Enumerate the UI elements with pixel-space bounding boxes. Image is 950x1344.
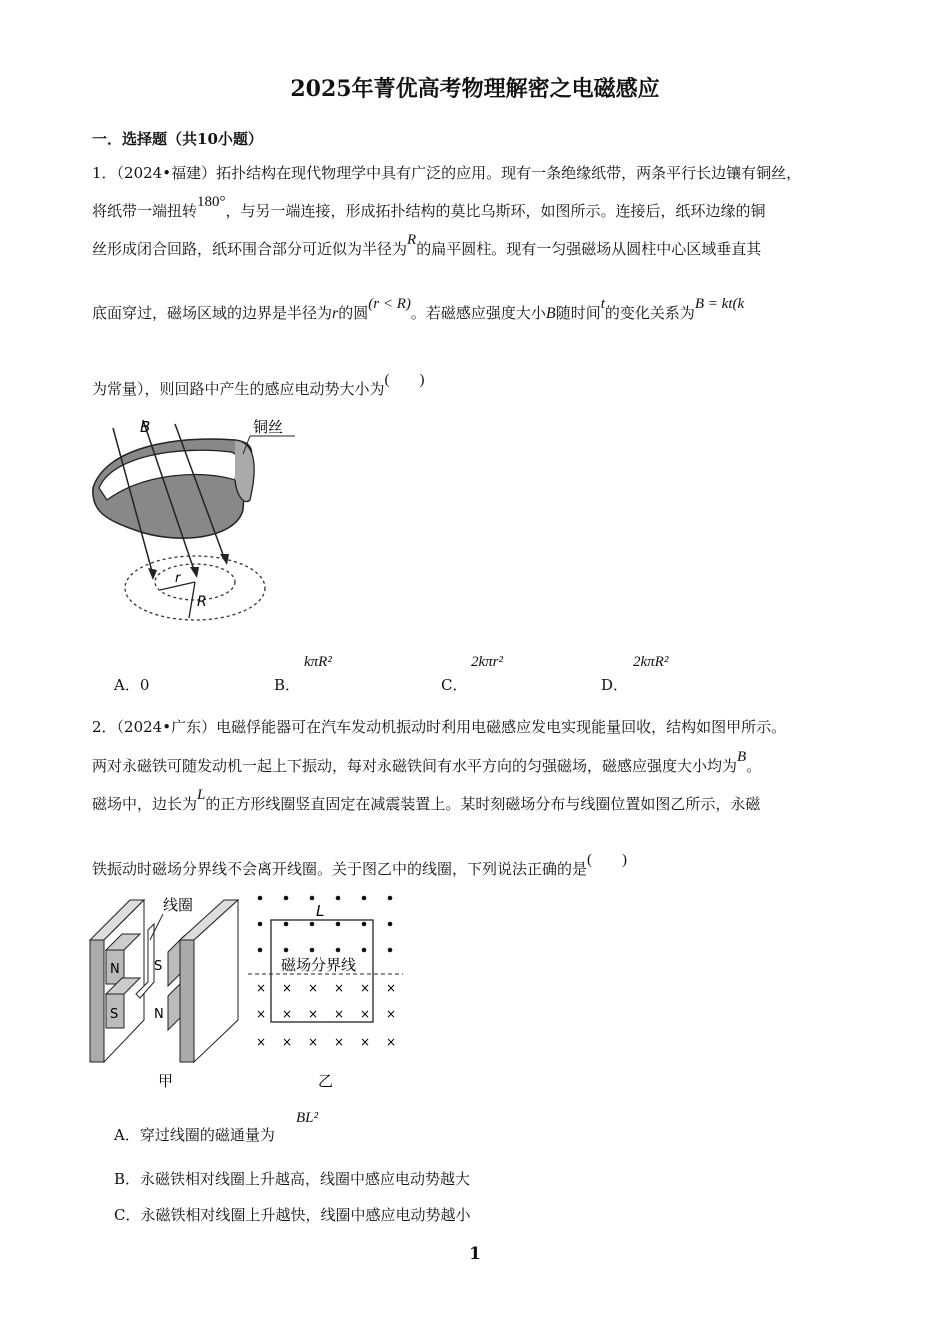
q1-line-2: 将纸带一端扭转180°，与另一端连接，形成拓扑结构的莫比乌斯环，如图所示。连接后，纸环边缘的铜 xyxy=(92,194,766,220)
label-S-left: S xyxy=(110,1007,119,1022)
q1-math-180: 180° xyxy=(197,194,226,210)
label-yi: 乙 xyxy=(318,1072,334,1090)
field-cross: × xyxy=(360,1007,371,1021)
q1-math-R: R xyxy=(407,232,417,248)
field-cross: × xyxy=(334,1007,345,1021)
q1-option-b-value: kπR² xyxy=(304,654,332,670)
field-dot xyxy=(284,896,289,901)
label-B: B xyxy=(140,418,151,436)
q2-option-a[interactable]: A．穿过线圈的磁通量为 xyxy=(114,1126,275,1144)
q1-option-d-value: 2kπR² xyxy=(633,654,669,670)
q1-option-c[interactable]: C． xyxy=(441,676,468,694)
page-title: 2025年菁优高考物理解密之电磁感应 xyxy=(290,76,660,102)
field-arrow-3 xyxy=(220,554,229,565)
field-dot xyxy=(388,922,393,927)
field-dot xyxy=(388,948,393,953)
q1-line-1: 1．（2024•福建）拓扑结构在现代物理学中具有广泛的应用。现有一条绝缘纸带，两条平行长边镶有铜丝， xyxy=(92,164,802,182)
field-cross: × xyxy=(282,1007,293,1021)
dots-field-out xyxy=(258,896,393,953)
field-dot xyxy=(362,922,367,927)
q2-option-c[interactable]: C．永磁铁相对线圈上升越快，线圈中感应电动势越小 xyxy=(114,1206,471,1224)
field-cross: × xyxy=(256,1007,267,1021)
label-R: R xyxy=(197,594,207,610)
mobius-ring-figure xyxy=(85,410,315,625)
outer-dashed-circle xyxy=(125,556,265,620)
field-dot xyxy=(362,948,367,953)
q1-line-4: 底面穿过，磁场区域的边界是半径为r的圆(r < R)。若磁感应强度大小B随时间t的变化关系为B = kt(k xyxy=(92,296,745,322)
field-cross: × xyxy=(308,1035,319,1049)
field-dot xyxy=(310,896,315,901)
q1-option-b[interactable]: B． xyxy=(274,676,301,694)
field-cross: × xyxy=(360,981,371,995)
figure-jia xyxy=(88,890,248,1090)
section-heading: 一．选择题（共10小题） xyxy=(92,130,263,148)
q2-line-4: 铁振动时磁场分界线不会离开线圈。关于图乙中的线圈，下列说法正确的是( ) xyxy=(92,852,628,878)
field-dot xyxy=(336,948,341,953)
q2-option-b[interactable]: B．永磁铁相对线圈上升越高，线圈中感应电动势越大 xyxy=(114,1170,471,1188)
left-plate-front xyxy=(90,940,104,1062)
label-r: r xyxy=(175,571,181,586)
field-dot xyxy=(284,948,289,953)
field-dot xyxy=(258,948,263,953)
q2-line-3: 磁场中，边长为L的正方形线圈竖直固定在减震装置上。某时刻磁场分布与线圈位置如图乙所示，永磁 xyxy=(92,787,761,813)
label-S-right: S xyxy=(154,959,163,974)
label-N-left: N xyxy=(110,962,120,977)
field-dot xyxy=(284,922,289,927)
field-dot xyxy=(310,948,315,953)
label-N-right: N xyxy=(154,1007,164,1022)
crosses-field-in xyxy=(256,981,396,1049)
q1-option-d[interactable]: D． xyxy=(601,676,629,694)
field-cross: × xyxy=(334,1035,345,1049)
q1-option-c-value: 2kπr² xyxy=(471,654,504,670)
label-copper-wire: 铜丝 xyxy=(253,418,284,436)
field-dot xyxy=(310,922,315,927)
field-dot xyxy=(362,896,367,901)
q2-option-a-value: BL² xyxy=(296,1110,319,1126)
label-jia: 甲 xyxy=(158,1072,174,1090)
field-cross: × xyxy=(386,1035,397,1049)
field-cross: × xyxy=(308,981,319,995)
label-boundary: 磁场分界线 xyxy=(281,956,357,974)
field-cross: × xyxy=(256,981,267,995)
label-coil: 线圈 xyxy=(163,896,194,914)
page-number: 1 xyxy=(469,1244,481,1264)
field-cross: × xyxy=(386,981,397,995)
q1-line-5: 为常量），则回路中产生的感应电动势大小为( ) xyxy=(92,372,425,398)
field-cross: × xyxy=(282,1035,293,1049)
field-cross: × xyxy=(308,1007,319,1021)
q1-option-a[interactable]: A．0 xyxy=(114,676,150,694)
field-dot xyxy=(388,896,393,901)
field-cross: × xyxy=(360,1035,371,1049)
field-dot xyxy=(336,896,341,901)
right-plate-front xyxy=(180,940,194,1062)
field-arrow-2 xyxy=(190,567,199,578)
q2-line-1: 2．（2024•广东）电磁俘能器可在汽车发动机振动时利用电磁感应发电实现能量回收，结构如图甲所示。 xyxy=(92,718,787,736)
field-cross: × xyxy=(386,1007,397,1021)
field-dot xyxy=(258,896,263,901)
label-L: L xyxy=(316,902,325,920)
figure-yi xyxy=(248,890,408,1090)
q1-line-3: 丝形成闭合回路，纸环围合部分可近似为半径为R的扁平圆柱。现有一匀强磁场从圆柱中心区域垂直其 xyxy=(92,232,762,258)
q2-line-2: 两对永磁铁可随发动机一起上下振动，每对永磁铁间有水平方向的匀强磁场，磁感应强度大小均为B。 xyxy=(92,749,762,775)
field-cross: × xyxy=(334,981,345,995)
field-dot xyxy=(258,922,263,927)
field-cross: × xyxy=(282,981,293,995)
field-dot xyxy=(336,922,341,927)
field-cross: × xyxy=(256,1035,267,1049)
